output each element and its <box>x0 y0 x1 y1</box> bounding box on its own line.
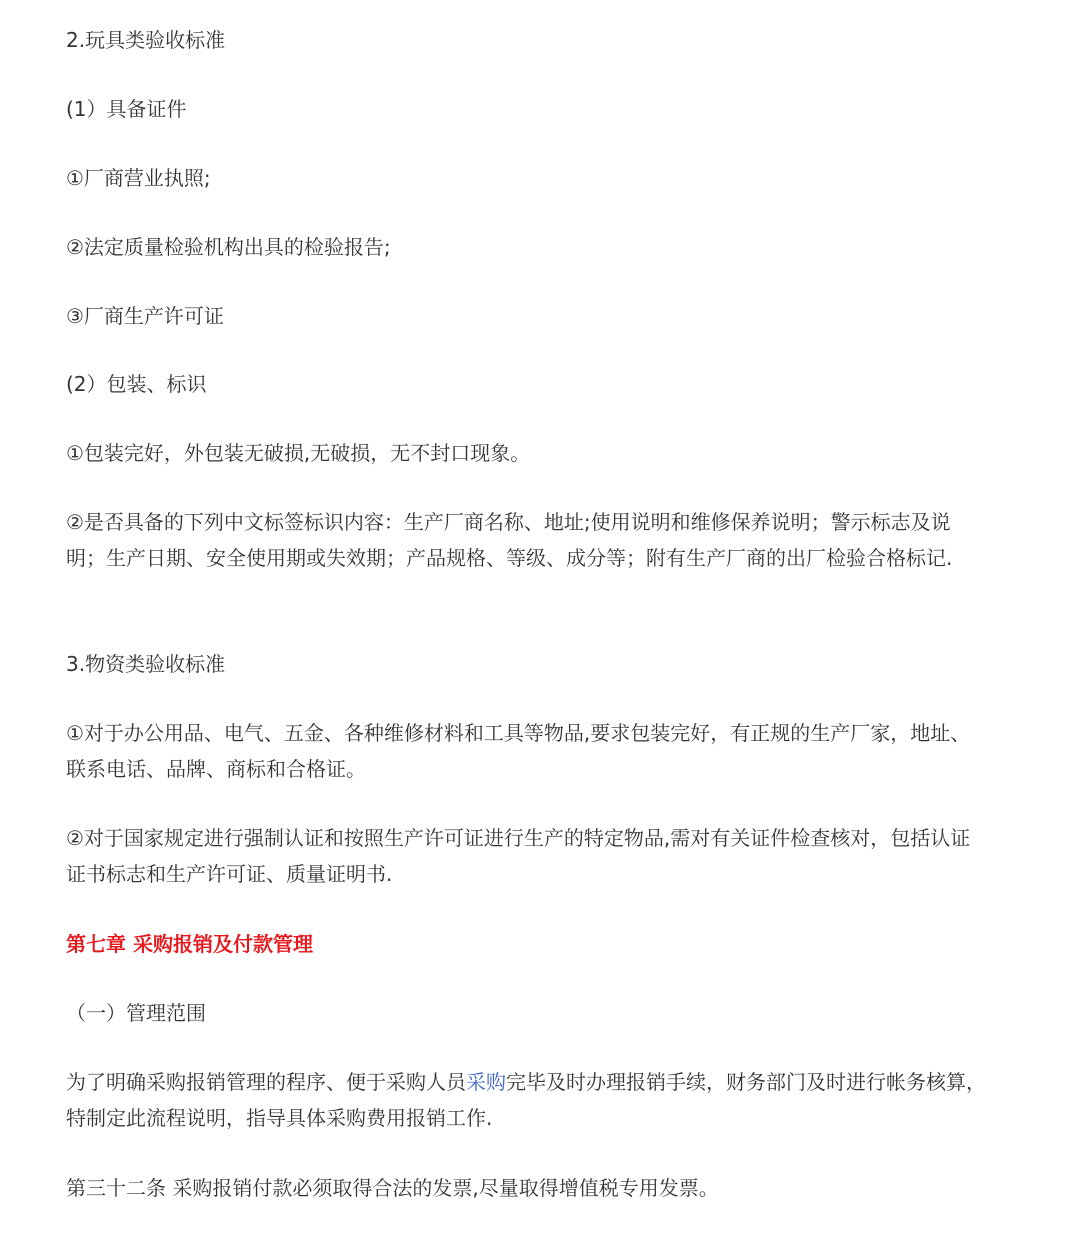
material-section-title: 3.物资类验收标准 <box>66 652 226 676</box>
toy-packaging-item1: ①包装完好，外包装无破损,无破损，无不封口现象。 <box>66 441 531 465</box>
chapter-title: 第七章 采购报销及付款管理 <box>66 932 313 956</box>
material-item2: ②对于国家规定进行强制认证和按照生产许可证进行生产的特定物品,需对有关证件检查核对，包括认证证书标志和生产许可证、质量证明书. <box>66 826 971 886</box>
scope-paragraph <box>66 1064 986 1136</box>
scope-text-before: 为了明确采购报销管理的程序、便于采购人员 <box>66 1070 466 1094</box>
toy-cert-item-report: ②法定质量检验机构出具的检验报告; <box>66 235 391 259</box>
procurement-link[interactable]: 采购 <box>466 1070 506 1094</box>
toy-cert-item-permit: ③厂商生产许可证 <box>66 304 224 328</box>
scope-text-after: 完毕及时办理报销手续，财务部门及时进行帐务核算，特制定此流程说明，指导具体采购费用报销工作. <box>66 1070 986 1130</box>
toy-packaging-item2: ②是否具备的下列中文标签标识内容：生产厂商名称、地址;使用说明和维修保养说明；警示标志及说明；生产日期、安全使用期或失效期；产品规格、等级、成分等；附有生产厂商的出厂检验合格标记. <box>66 510 953 570</box>
toy-packaging-heading: (2）包装、标识 <box>66 372 207 396</box>
toy-section-title: 2.玩具类验收标准 <box>66 28 226 52</box>
toy-certificates-heading: (1）具备证件 <box>66 97 187 121</box>
article-32: 第三十二条 采购报销付款必须取得合法的发票,尽量取得增值税专用发票。 <box>66 1176 719 1200</box>
scope-title: （一）管理范围 <box>66 1001 206 1025</box>
toy-cert-item-license: ①厂商营业执照; <box>66 166 211 190</box>
material-item1: ①对于办公用品、电气、五金、各种维修材料和工具等物品,要求包装完好，有正规的生产厂家，地址、联系电话、品牌、商标和合格证。 <box>66 721 971 781</box>
